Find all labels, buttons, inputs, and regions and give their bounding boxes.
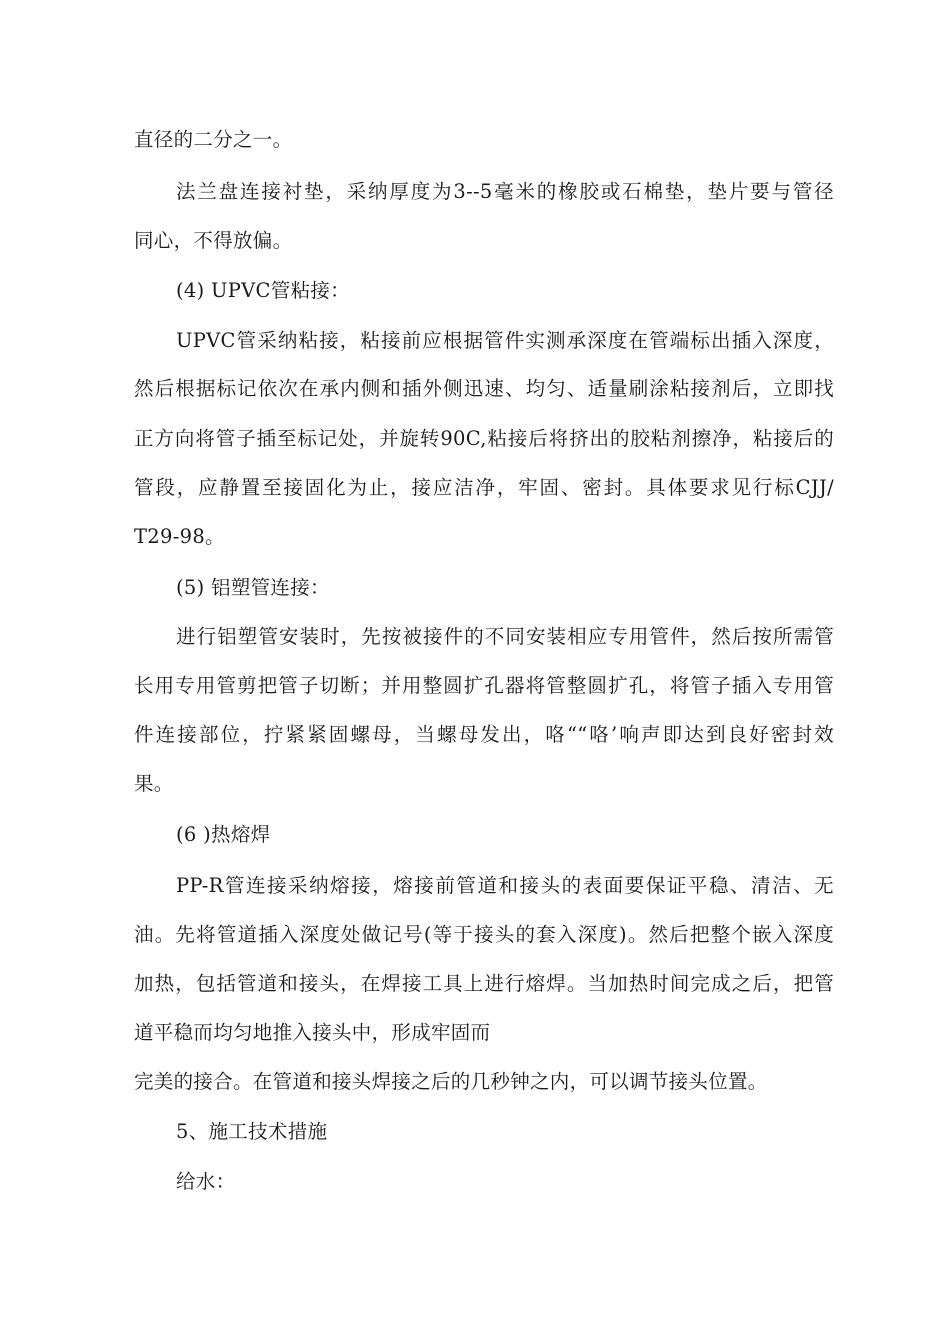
- paragraph-line: 然后根据标记依次在承内侧和插外侧迅速、均匀、适量刷涂粘接剂后，立即找: [134, 377, 834, 400]
- paragraph-line: 直径的二分之一。: [134, 128, 293, 151]
- paragraph-line: 法兰盘连接衬垫，采纳厚度为3--5毫米的橡胶或石棉垫，垫片要与管径: [176, 180, 834, 203]
- paragraph-line: PP-R管连接采纳熔接，熔接前管道和接头的表面要保证平稳、清洁、无: [176, 874, 834, 897]
- paragraph-line: 油。先将管道插入深度处做记号(等于接头的套入深度)。然后把整个嵌入深度: [134, 923, 834, 946]
- paragraph-line: 果。: [134, 772, 174, 795]
- paragraph-line: T29-98。: [134, 525, 225, 548]
- paragraph-line: 长用专用管剪把管子切断；并用整圆扩孔器将管整圆扩孔，将管子插入专用管: [134, 674, 834, 697]
- paragraph-line: 正方向将管子插至标记处，并旋转90C,粘接后将挤出的胶粘剂擦净，粘接后的: [134, 427, 834, 450]
- paragraph-line: 道平稳而均匀地推入接头中，形成牢固而: [134, 1021, 491, 1044]
- section-heading: (5) 铝塑管连接：: [176, 576, 330, 599]
- section-heading: 给水：: [176, 1170, 236, 1193]
- paragraph-line: 管段，应静置至接固化为止，接应洁净，牢固、密封。具体要求见行标CJJ/: [134, 476, 834, 499]
- section-heading: 5、施工技术措施: [176, 1120, 328, 1143]
- section-heading: (6 )热熔焊: [176, 823, 271, 846]
- paragraph-line: 加热，包括管道和接头，在焊接工具上进行熔焊。当加热时间完成之后，把管: [134, 972, 834, 995]
- section-heading: (4) UPVC管粘接：: [176, 279, 350, 302]
- paragraph-line: 同心，不得放偏。: [134, 229, 293, 252]
- paragraph-line: 进行铝塑管安装时，先按被接件的不同安装相应专用管件，然后按所需管: [176, 625, 834, 648]
- paragraph-line: 完美的接合。在管道和接头焊接之后的几秒钟之内，可以调节接头位置。: [134, 1070, 768, 1093]
- paragraph-line: UPVC管采纳粘接，粘接前应根据管件实测承深度在管端标出插入深度，: [176, 329, 834, 352]
- paragraph-line: 件连接部位，拧紧紧固螺母，当螺母发出，咯““咯’响声即达到良好密封效: [134, 723, 834, 746]
